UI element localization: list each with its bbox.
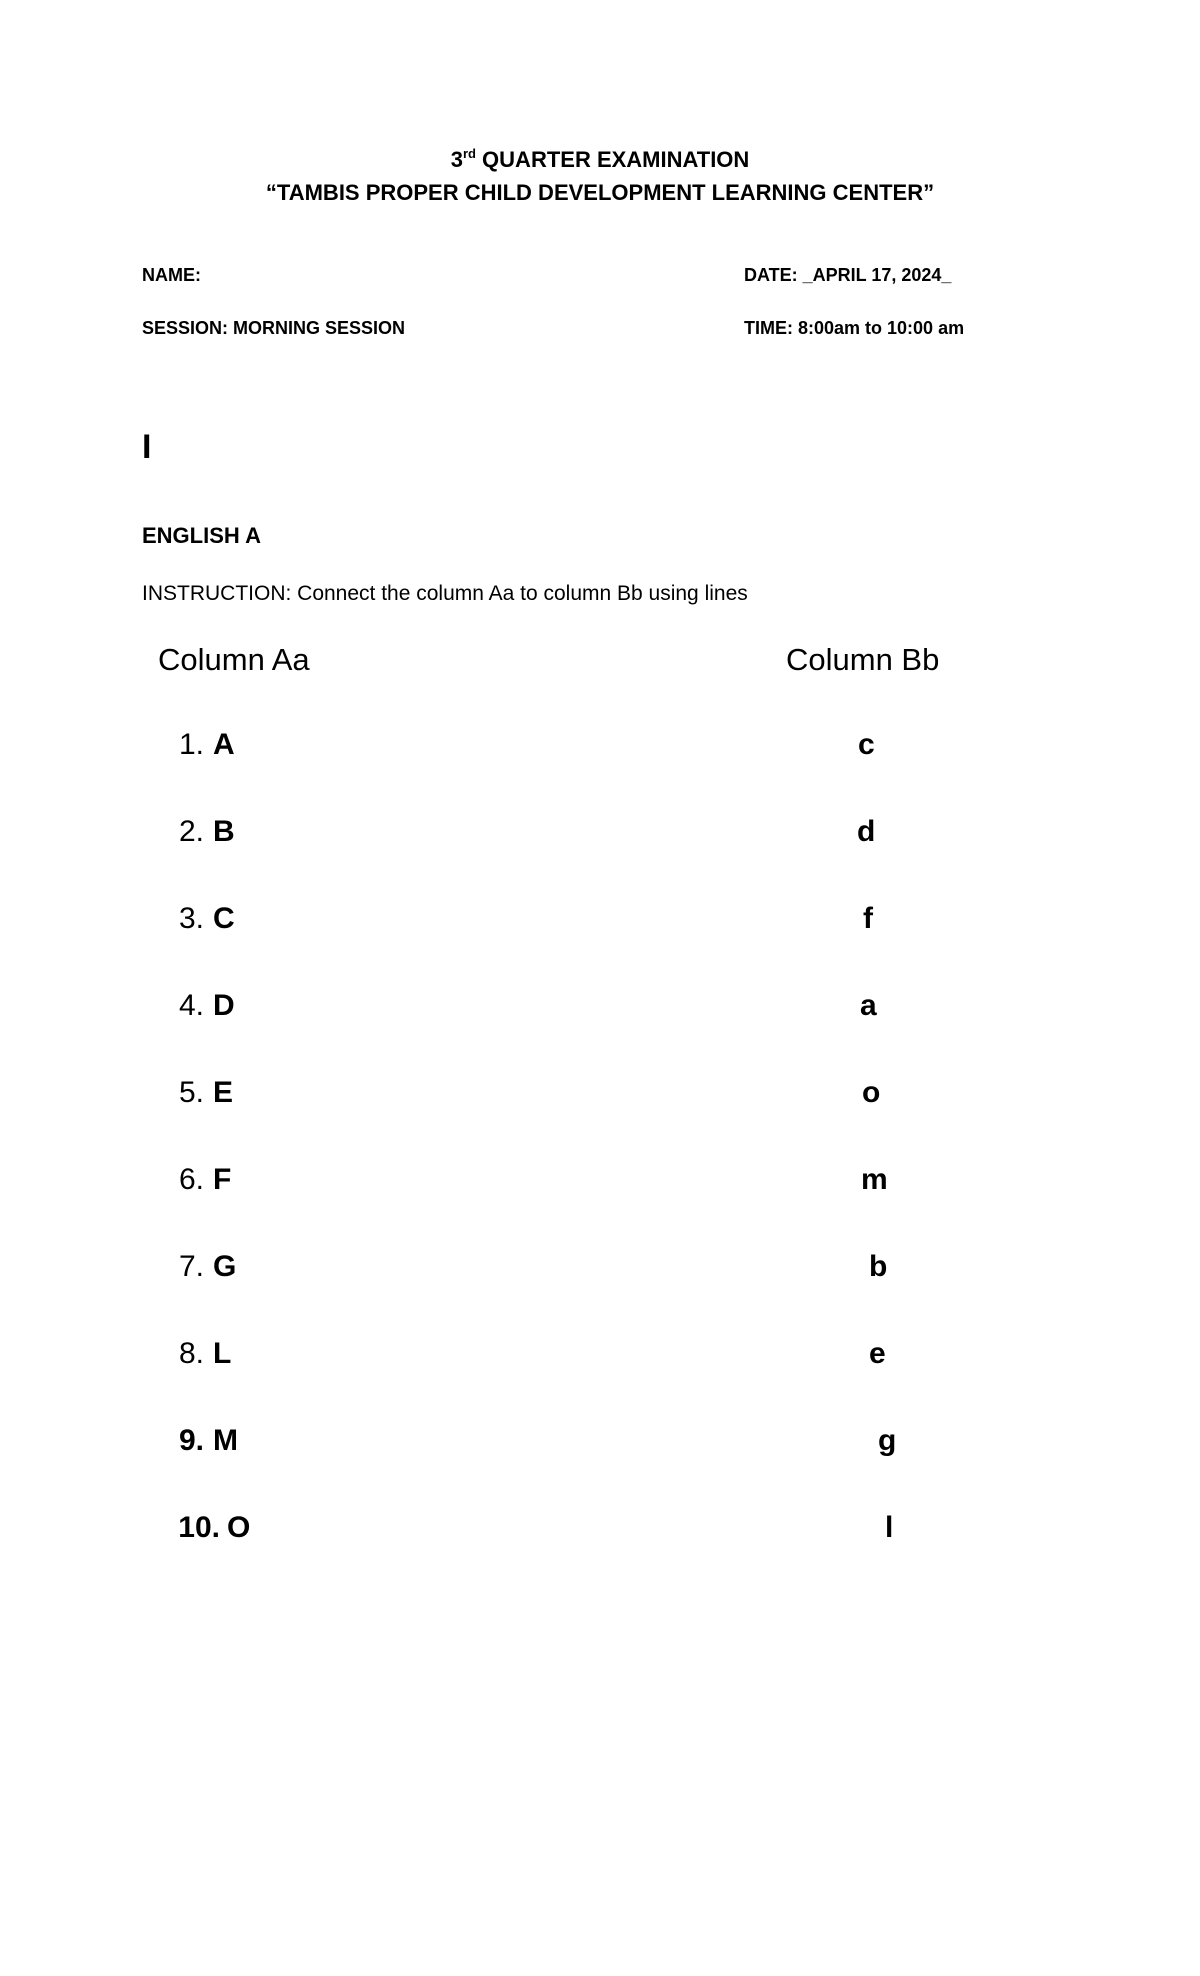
item-left-letter: E — [213, 1076, 234, 1109]
match-row — [0, 1424, 1200, 1464]
item-right-letter: a — [860, 989, 877, 1022]
item-left-letter: A — [213, 728, 235, 761]
subject-heading: ENGLISH A — [142, 523, 261, 548]
item-left-letter: O — [227, 1511, 251, 1544]
item-right-letter: f — [863, 902, 873, 935]
item-number: 9. — [178, 1424, 204, 1457]
school-name: “TAMBIS PROPER CHILD DEVELOPMENT LEARNING CENTER” — [265, 180, 935, 205]
time-label: TIME: 8:00am to 10:00 am — [744, 318, 965, 338]
match-row — [0, 728, 1200, 768]
exam-title-ordinal: 3 — [450, 147, 463, 172]
item-number: 1. — [178, 728, 204, 761]
section-roman-numeral: I — [142, 428, 152, 466]
item-right-letter: l — [885, 1511, 894, 1544]
item-number: 6. — [178, 1163, 204, 1196]
item-right-letter: g — [878, 1424, 897, 1457]
item-number: 4. — [178, 989, 204, 1022]
match-row — [0, 1511, 1200, 1551]
item-left-letter: L — [213, 1337, 232, 1370]
match-row — [0, 1163, 1200, 1203]
match-row — [0, 815, 1200, 855]
item-right-letter: c — [858, 728, 875, 761]
item-number: 3. — [178, 902, 204, 935]
instruction-text: INSTRUCTION: Connect the column Aa to column Bb using lines — [142, 582, 748, 605]
item-left-letter: C — [213, 902, 235, 935]
exam-title-ordinal-suffix: rd — [462, 146, 476, 161]
item-left-letter: D — [213, 989, 235, 1022]
exam-title-text: QUARTER EXAMINATION — [475, 147, 750, 172]
item-left-letter: B — [213, 815, 235, 848]
item-left-letter: G — [213, 1250, 237, 1283]
match-row — [0, 902, 1200, 942]
session-label: SESSION: MORNING SESSION — [142, 318, 406, 338]
item-right-letter: b — [869, 1250, 888, 1283]
item-number: 10. — [178, 1511, 220, 1544]
item-right-letter: e — [869, 1337, 886, 1370]
item-number: 2. — [178, 815, 204, 848]
item-right-letter: d — [857, 815, 876, 848]
match-row — [0, 1337, 1200, 1377]
item-number: 5. — [178, 1076, 204, 1109]
match-row — [0, 1250, 1200, 1290]
item-right-letter: m — [861, 1163, 888, 1196]
date-label: DATE: _APRIL 17, 2024_ — [744, 265, 952, 285]
column-bb-heading: Column Bb — [786, 642, 940, 677]
item-left-letter: M — [213, 1424, 238, 1457]
column-aa-heading: Column Aa — [158, 642, 310, 677]
exam-title — [0, 146, 1200, 173]
item-number: 7. — [178, 1250, 204, 1283]
name-label: NAME: — [142, 265, 201, 285]
match-row — [0, 989, 1200, 1029]
match-row — [0, 1076, 1200, 1116]
item-right-letter: o — [862, 1076, 881, 1109]
item-left-letter: F — [213, 1163, 232, 1196]
item-number: 8. — [178, 1337, 204, 1370]
